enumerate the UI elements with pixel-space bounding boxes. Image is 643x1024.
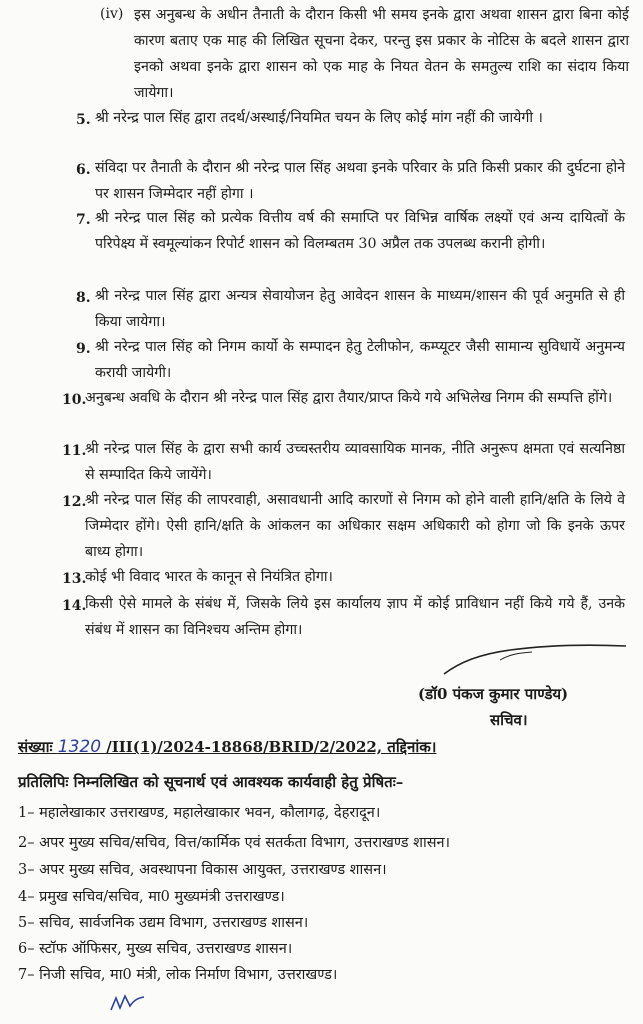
clause-number: 11. <box>62 443 87 459</box>
clause-number: 9. <box>76 341 91 357</box>
clause-number: 5. <box>76 112 91 128</box>
clause-text: कोई भी विवाद भारत के कानून से नियंत्रित होगा। <box>85 569 333 585</box>
signatory-name: (डॉ0 पंकज कुमार पाण्डेय) <box>418 685 569 703</box>
clause-number: 8. <box>76 290 91 306</box>
clause-number: 14. <box>62 598 87 614</box>
reference-suffix: /III(1)/2024-18868/BRID/2/2022, तद्दिनांक। <box>106 738 437 756</box>
clause-iv-text: इस अनुबन्ध के अधीन तैनाती के दौरान किसी भी समय इनके द्वारा अथवा शासन द्वारा बिना कोई कारण बताए एक माह की लिखित सूचना देकर, परन्तु इस प्रकार के नोटिस के बदले शासन द्वारा इनको अथवा इनके द्वारा शासन को एक माह के नियत वेतन के समतुल्य राशि का संदाय किया जायेगा। <box>134 7 629 101</box>
copy-item: 7– निजी सचिव, मा0 मंत्री, लोक निर्माण विभाग, उत्तराखण्ड। <box>18 967 338 983</box>
copy-item: 5– सचिव, सार्वजनिक उद्यम विभाग, उत्तराखण्ड शासन। <box>18 915 309 931</box>
clause-text: श्री नरेन्द्र पाल सिंह की लापरवाही, असावधानी आदि कारणों से निगम को होने वाली हानि/क्षति के लिये वे जिम्मेदार होंगे। ऐसी हानि/क्षति के आंकलन का अधिकार सक्षम अधिकारी को होगा जो कि इनके ऊपर बाध्य होगा। <box>85 492 625 560</box>
copy-heading: प्रतिलिपिः निम्नलिखित को सूचनार्थ एवं आवश्यक कार्यवाही हेतु प्रेषितः– <box>18 773 404 791</box>
clause-number: 7. <box>76 212 91 228</box>
clause-number: 12. <box>62 494 87 510</box>
copy-item: 3– अपर मुख्य सचिव, अवस्थापना विकास आयुक्त, उत्तराखण्ड शासन। <box>18 862 387 878</box>
clause-number: 10. <box>62 392 87 408</box>
reference-prefix: संख्याः <box>18 738 53 756</box>
clause-text: श्री नरेन्द्र पाल सिंह को प्रत्येक वित्तीय वर्ष की समाप्ति पर विभिन्न वार्षिक लक्ष्यों एवं अन्य दायित्वों के परिपेक्ष्य में स्वमूल्यांकन रिपोर्ट शासन को विलम्बतम 30 अप्रैल तक उपलब्ध करानी होगी। <box>95 210 625 252</box>
clause-iv-label: (iv) <box>100 6 124 22</box>
clause-text: अनुबन्ध अवधि के दौरान श्री नरेन्द्र पाल सिंह द्वारा तैयार/प्राप्त किये गये अभिलेख निगम की सम्पत्ति होंगे। <box>85 390 613 406</box>
copy-item: 1– महालेखाकार उत्तराखण्ड, महालेखाकार भवन, कौलागढ़, देहरादून। <box>18 805 381 821</box>
signatory-designation: सचिव। <box>490 711 528 729</box>
handwritten-number: 1320 <box>57 737 102 757</box>
copy-item: 2– अपर मुख्य सचिव/सचिव, वित्त/कार्मिक एवं सतर्कता विभाग, उत्तराखण्ड शासन। <box>18 835 451 851</box>
initials-mark <box>108 990 148 1014</box>
reference-number <box>18 737 436 757</box>
copy-item: 4– प्रमुख सचिव/सचिव, मा0 मुख्यमंत्री उत्तराखण्ड। <box>18 889 285 905</box>
clause-text: श्री नरेन्द्र पाल सिंह द्वारा तदर्थ/अस्थाई/नियमित चयन के लिए कोई मांग नहीं की जायेगी । <box>95 110 543 126</box>
copy-item: 6– स्टॉफ ऑफिसर, मुख्य सचिव, उत्तराखण्ड शासन। <box>18 941 293 957</box>
clause-number: 6. <box>76 162 91 178</box>
handwritten-signature <box>440 640 630 680</box>
clause-text: संविदा पर तैनाती के दौरान श्री नरेन्द्र पाल सिंह अथवा इनके परिवार के प्रति किसी प्रकार की दुर्घटना होने पर शासन जिम्मेदार नहीं होगा । <box>95 160 625 202</box>
clause-text: श्री नरेन्द्र पाल सिंह के द्वारा सभी कार्य उच्चस्तरीय व्यावसायिक मानक, नीति अनुरूप क्षमता एवं सत्यनिष्ठा से सम्पादित किये जायेंगे। <box>85 441 625 483</box>
clause-text: किसी ऐसे मामले के संबंध में, जिसके लिये इस कार्यालय ज्ञाप में कोई प्राविधान नहीं किये गये हैं, उनके संबंध में शासन का विनिश्चय अन्तिम होगा। <box>85 596 625 638</box>
clause-text: श्री नरेन्द्र पाल सिंह द्वारा अन्यत्र सेवायोजन हेतु आवेदन शासन के माध्यम/शासन की पूर्व अनुमति से ही किया जायेगा। <box>95 288 625 330</box>
clause-text: श्री नरेन्द्र पाल सिंह को निगम कार्यो के सम्पादन हेतु टेलीफोन, कम्प्यूटर जैसी सामान्य सुविधायें अनुमन्य करायी जायेगी। <box>95 339 625 381</box>
clause-number: 13. <box>62 571 87 587</box>
